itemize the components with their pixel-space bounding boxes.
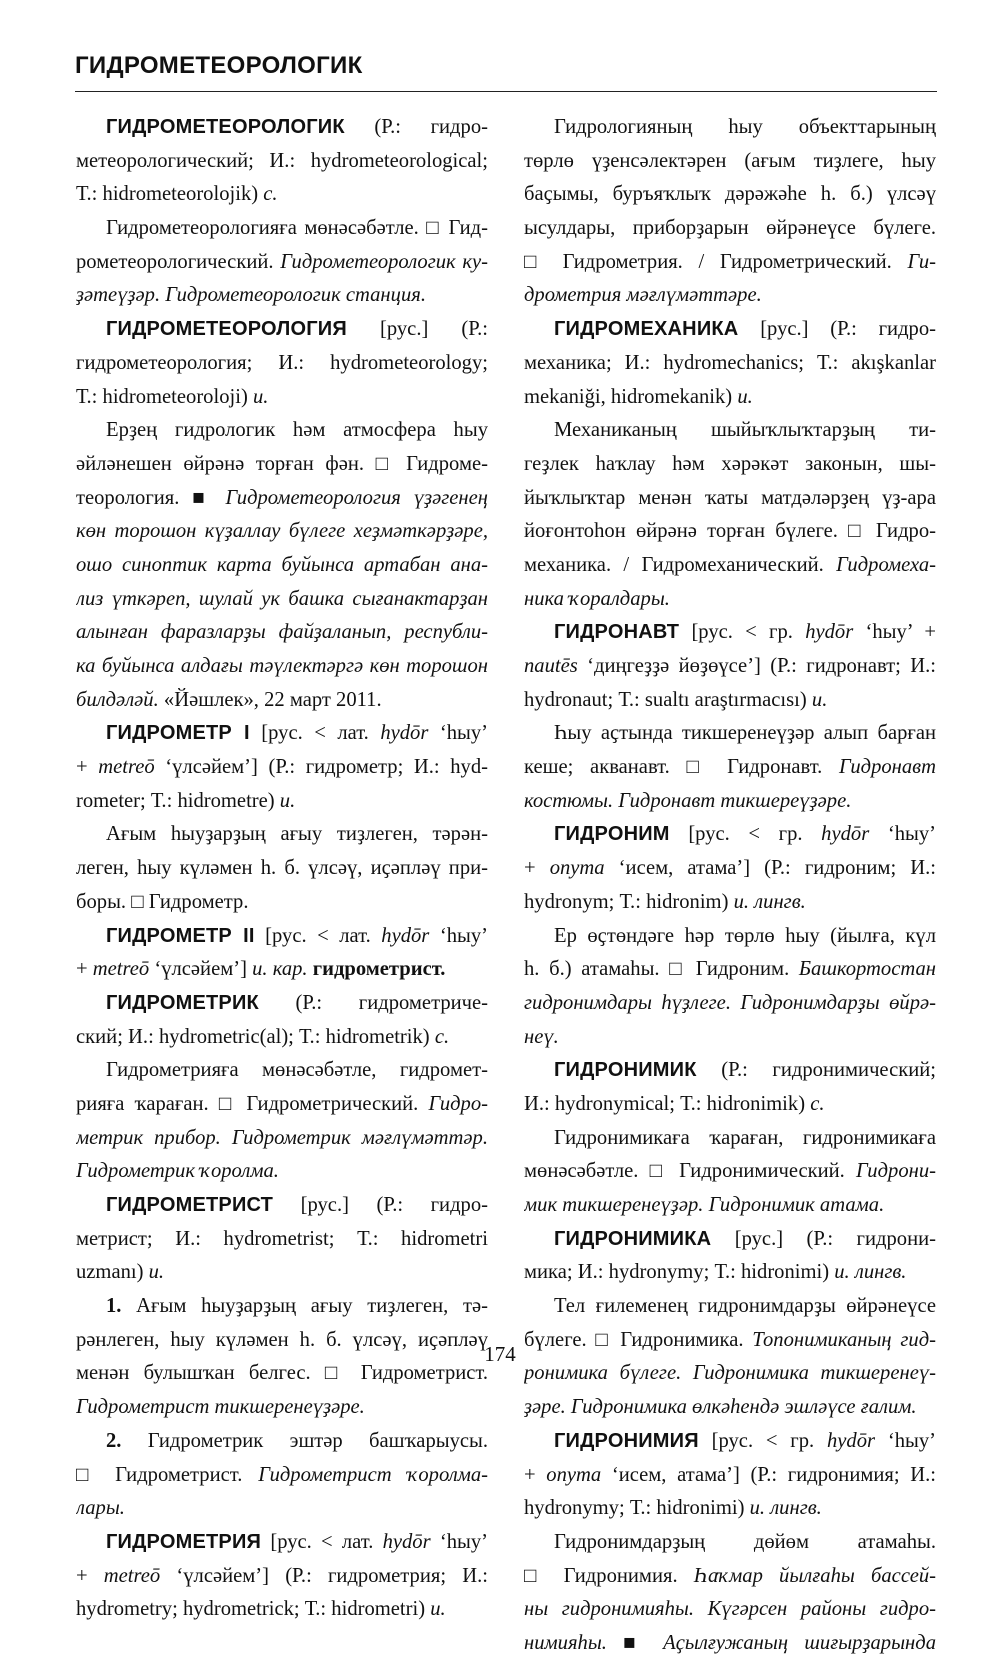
text-line: [524, 515, 936, 549]
text-line: [524, 1223, 936, 1257]
text-run: ‘үлсәйем’] (Р.: гидрометрия; И.:: [160, 1564, 488, 1587]
text-run: Ерҙең гидрологик һәм атмосфера һыу: [106, 419, 488, 442]
text-line: [76, 178, 488, 212]
text-run: лиз үткәреп, шулай ук башка сығанактарҙан: [76, 587, 488, 610]
text-run: Гидрометеорология үҙәгенең: [225, 486, 488, 509]
text-run: с.: [810, 1092, 825, 1115]
text-run: Гидрометрик эштәр башҡарыусы.: [121, 1429, 488, 1452]
headword: ГИДРОНИМИК: [554, 1059, 697, 1082]
text-run: Гидронавт: [839, 756, 936, 779]
text-run: [рус.] (Р.: гидро-: [738, 318, 936, 341]
text-line: [76, 650, 488, 684]
text-line: [524, 1593, 936, 1627]
text-run: Гидрони-: [855, 1160, 936, 1183]
text-run: (Р.: гидронимический;: [696, 1059, 936, 1082]
text-run: +: [524, 857, 550, 880]
text-line: [76, 1155, 488, 1189]
text-run: [рус. < лат.: [261, 1530, 383, 1553]
text-line: [76, 987, 488, 1021]
text-line: [524, 583, 936, 617]
text-run: Гидрометеорологик ку-: [280, 250, 488, 273]
text-line: [76, 279, 488, 313]
text-line: [524, 1155, 936, 1189]
text-line: [524, 279, 936, 313]
text-line: [524, 650, 936, 684]
text-run: [рус.] (Р.:: [346, 318, 488, 341]
text-run: [рус.] (Р.: гидро-: [273, 1194, 488, 1216]
text-run: Аҫылғужаның шиғырҙарында: [663, 1631, 936, 1654]
text-run: и.: [430, 1598, 446, 1621]
text-run: костюмы. Гидронавт тикшереүҙәре.: [524, 789, 852, 812]
text-run: ‘һыу’: [429, 924, 488, 947]
text-run: hydronaut; Т.: sualtı araştırmacısı): [524, 688, 812, 711]
text-run: әйләнешен өйрәнә торған фән. □ Гидроме-: [76, 452, 488, 475]
text-run: onyma: [546, 1463, 602, 1486]
text-run: алынған фаразларҙы файҙаланып, республи-: [76, 621, 488, 644]
text-line: [524, 1560, 936, 1594]
text-line: [76, 1560, 488, 1594]
text-run: hydōr: [827, 1429, 876, 1452]
text-line: [524, 1021, 936, 1055]
page-number: 174: [484, 1342, 516, 1366]
text-run: ошо синоптик карта буйынса артабан ана-: [76, 553, 488, 576]
text-run: гидрометрист.: [312, 958, 446, 981]
text-run: hydrometry; hydrometrick; Т.: hidrometri): [76, 1598, 431, 1621]
text-run: йыҡлыҡтар менән ҡаты матдәләрҙең үҙ-ара: [524, 486, 936, 509]
text-run: метеорологический; И.: hydrometeorological;: [76, 149, 488, 172]
text-line: [524, 448, 936, 482]
text-line: [524, 178, 936, 212]
text-run: hydronymy; Т.: hidronimi): [524, 1497, 750, 1520]
text-run: Т.: hidrometeoroloji): [76, 385, 253, 408]
text-line: [76, 852, 488, 886]
text-line: [524, 212, 936, 246]
text-run: боры. □ Гидрометр.: [76, 890, 249, 913]
text-line: [76, 616, 488, 650]
text-line: [524, 920, 936, 954]
text-line: [76, 886, 488, 920]
text-run: ‘һыу’: [430, 1530, 488, 1553]
text-line: [524, 482, 936, 516]
text-run: ский; И.: hydrometric(al); Т.: hidrometrik): [76, 1025, 435, 1048]
text-line: [76, 549, 488, 583]
text-run: ронимика бүлеге. Гидронимика тикшеренеү-: [524, 1362, 936, 1385]
text-run: □ Гидронимия.: [524, 1564, 694, 1587]
text-run: Тел ғилеменең гидронимдарҙы өйрәнеүсе: [554, 1295, 936, 1318]
text-run: Ги-: [907, 250, 936, 273]
text-run: с.: [434, 1025, 450, 1048]
text-run: ника ҡоралдары.: [524, 587, 670, 610]
text-line: [76, 920, 488, 954]
text-run: metreō: [92, 958, 150, 981]
text-run: mekaniği, hidromekanik): [524, 385, 738, 408]
text-line: [76, 684, 488, 718]
text-run: механика. / Гидромеханический.: [524, 553, 837, 576]
headword: ГИДРОНИМ: [554, 823, 670, 846]
text-run: гидрометеорология; И.: hydrometeorology;: [76, 351, 488, 374]
text-run: metreō: [103, 1564, 161, 1587]
text-run: теорология. ■: [76, 486, 226, 509]
text-run: Гидромеха-: [836, 553, 936, 576]
text-run: механика; И.: hydromechanics; Т.: akışkanlar: [524, 351, 936, 374]
text-run: ‘үлсәйем’] (Р.: гидрометр; И.: hyd-: [154, 756, 488, 779]
text-run: ‘һыу’: [875, 1429, 936, 1452]
text-line: [76, 1088, 488, 1122]
text-run: hydōr: [381, 924, 430, 947]
text-line: [524, 717, 936, 751]
text-line: [76, 448, 488, 482]
text-line: [76, 1290, 488, 1324]
headword: ГИДРОМЕТРИК: [106, 991, 259, 1014]
text-run: Гидрологияның һыу объекттарының: [554, 116, 936, 138]
headword: ГИДРОМЕТРИЯ: [106, 1530, 262, 1553]
text-line: [524, 1391, 936, 1425]
text-line: [76, 313, 488, 347]
text-run: Гидрометрияға мөнәсәбәтле, гидромет-: [106, 1059, 488, 1082]
text-run: uzmanı): [76, 1261, 149, 1284]
headword: ГИДРОНИМИКА: [554, 1227, 712, 1250]
text-run: и.: [279, 789, 296, 812]
headword: ГИДРОМЕТРИСТ: [106, 1194, 274, 1216]
text-run: [рус. < гр.: [698, 1429, 827, 1452]
text-run: ҙәтеүҙәр. Гидрометеорологик станция.: [76, 284, 426, 307]
text-run: лары.: [76, 1497, 125, 1520]
text-line: [524, 1088, 936, 1122]
text-run: и.: [811, 688, 828, 711]
text-run: +: [524, 1463, 547, 1486]
headword: ГИДРОНИМИЯ: [554, 1429, 699, 1452]
text-run: hydōr: [380, 722, 429, 745]
text-run: ‘исем, атама’] (Р.: гидроним; И.:: [604, 857, 936, 880]
text-line: [524, 1526, 936, 1560]
text-run: төрлө үҙенсәлектәрен (ағым тиҙлеге, һыу: [524, 149, 936, 172]
text-line: [524, 852, 936, 886]
text-run: «Йәшлек», 22 март 2011.: [158, 688, 382, 711]
text-line: [76, 818, 488, 852]
text-run: нимияһы.: [524, 1631, 607, 1654]
text-run: ка буйынса алдағы тәүлектәргә көн торошон: [76, 655, 488, 677]
text-run: +: [76, 958, 93, 981]
text-run: геҙлек һаҡлау һәм хәрәкәт законын, шы-: [524, 452, 936, 475]
text-line: [524, 785, 936, 819]
headword: ГИДРОНАВТ: [554, 621, 680, 644]
text-run: Гидрометрист тикшеренеүҙәре.: [76, 1396, 365, 1419]
text-run: (Р.: гидрометриче-: [258, 991, 488, 1014]
text-run: гидронимдары һүҙлеге. Гидронимдарҙы өйрә-: [524, 991, 936, 1014]
text-run: ■: [606, 1631, 664, 1654]
text-run: □ Гидрометрия. / Гидрометрический.: [524, 250, 908, 273]
text-run: и.: [148, 1261, 165, 1284]
text-line: [76, 1021, 488, 1055]
text-run: мик тикшеренеүҙәр. Гидронимик атама.: [524, 1194, 885, 1216]
text-run: и.: [252, 385, 269, 408]
text-run: ‘һыу’: [428, 722, 488, 745]
text-line: [76, 1593, 488, 1627]
text-run: ‘үлсәйем’]: [149, 958, 253, 981]
text-run: Гидронимдарҙың дөйөм атамаһы.: [554, 1530, 936, 1553]
text-line: [76, 111, 488, 145]
text-line: [76, 1459, 488, 1493]
text-line: [524, 1492, 936, 1526]
text-line: [76, 145, 488, 179]
text-run: леген, һыу күләмен һ. б. үлсәү, иҫәпләү при-: [76, 857, 488, 880]
headword: ГИДРОМЕХАНИКА: [554, 318, 739, 341]
text-run: Башкортостан: [798, 958, 936, 981]
text-run: ‘исем, атама’] (Р.: гидронимия; И.:: [601, 1463, 936, 1486]
text-run: hydronym; Т.: hidronim): [524, 890, 734, 913]
text-run: hydōr: [382, 1530, 431, 1553]
text-line: [524, 1256, 936, 1290]
text-run: ‘диңгеҙҙә йөҙөүсе’] (Р.: гидронавт; И.:: [577, 655, 936, 677]
text-line: [76, 381, 488, 415]
text-run: +: [76, 1564, 104, 1587]
text-run: [рус. < гр.: [679, 621, 806, 644]
text-run: менән булышҡан белгес. □ Гидрометрист.: [76, 1362, 488, 1385]
text-line: [524, 246, 936, 280]
text-line: [524, 313, 936, 347]
text-run: Гидрометрик ҡоролма.: [76, 1160, 279, 1183]
text-run: билдәләй.: [76, 688, 159, 711]
text-run: Топонимиканың гид-: [752, 1328, 936, 1351]
text-run: бүлеге. □ Гидронимика.: [524, 1328, 753, 1351]
text-line: [76, 246, 488, 280]
text-line: [76, 717, 488, 751]
headword: ГИДРОМЕТЕОРОЛОГИК: [106, 116, 345, 138]
text-line: [524, 818, 936, 852]
text-line: [524, 549, 936, 583]
text-line: [524, 1627, 936, 1661]
header-rule: [75, 91, 937, 92]
text-line: [524, 1459, 936, 1493]
text-line: [76, 1526, 488, 1560]
text-line: [524, 953, 936, 987]
text-line: [524, 684, 936, 718]
text-run: и. лингв.: [749, 1497, 822, 1520]
text-run: Гидро-: [428, 1092, 488, 1115]
text-run: ны гидронимияһы. Күгәрсен районы гидро-: [524, 1598, 936, 1621]
text-run: [рус. < лат.: [249, 722, 381, 745]
text-line: [524, 616, 936, 650]
text-run: 2.: [106, 1429, 122, 1452]
text-run: мика; И.: hydronymy; Т.: hidronimi): [524, 1261, 835, 1284]
text-line: [76, 1189, 488, 1223]
text-run: hydōr: [821, 823, 870, 846]
text-line: [524, 145, 936, 179]
text-line: [76, 482, 488, 516]
text-run: баҫымы, буръяҡлыҡ дәрәжәһе һ. б.) үлсәү: [524, 183, 936, 206]
text-run: дрометрия мәғлүмәттәре.: [524, 284, 762, 307]
text-run: [рус. < лат.: [254, 924, 382, 947]
text-run: nautēs: [524, 655, 578, 677]
text-run: Һаҡмар йылғаһы бассей-: [693, 1564, 936, 1587]
text-line: [524, 347, 936, 381]
text-line: [76, 515, 488, 549]
text-run: неү.: [524, 1025, 559, 1048]
text-run: ҙәре. Гидронимика өлкәһендә эшләүсе ғалим.: [524, 1396, 917, 1419]
text-run: рометеорологический.: [76, 250, 281, 273]
text-line: [76, 785, 488, 819]
text-line: [524, 1189, 936, 1223]
text-run: метрист; И.: hydrometrist; Т.: hidrometri: [76, 1227, 488, 1250]
column-left: [76, 111, 488, 1627]
text-run: metreō: [98, 756, 155, 779]
text-run: 1.: [106, 1295, 122, 1318]
text-run: с.: [263, 183, 278, 206]
text-run: Ағым һыуҙарҙың ағыу тиҙлеген, тә-: [121, 1295, 488, 1318]
text-run: метрик прибор. Гидрометрик мәғлүмәттәр.: [76, 1126, 488, 1149]
text-line: [524, 1054, 936, 1088]
text-run: Гидрометеорологияға мөнәсәбәтле. □ Гид-: [106, 217, 488, 240]
text-line: [76, 1391, 488, 1425]
text-line: [76, 414, 488, 448]
text-run: рәнлеген, һыу күләмен һ. б. үлсәү, иҫәпләү: [76, 1328, 488, 1351]
headword: ГИДРОМЕТЕОРОЛОГИЯ: [106, 318, 347, 341]
text-run: рияға ҡараған. □ Гидрометрический.: [76, 1092, 429, 1115]
text-run: ысулдары, приборҙарын өйрәнеүсе бүлеге.: [524, 217, 936, 240]
text-run: Һыу аҫтында тикшеренеүҙәр алып барған: [554, 722, 936, 745]
text-line: [524, 987, 936, 1021]
text-run: ‘һыу’: [869, 823, 936, 846]
text-line: [524, 111, 936, 145]
text-run: көн торошон күҙаллау бүлеге хеҙмәткәрҙәре,: [76, 520, 488, 543]
text-line: [524, 414, 936, 448]
text-line: [524, 751, 936, 785]
text-run: □ Гидрометрист.: [76, 1463, 259, 1486]
text-run: кеше; акванавт. □ Гидронавт.: [524, 756, 840, 779]
text-run: Механиканың шыйыҡлыҡтарҙың ти-: [554, 419, 936, 442]
text-run: [рус. < гр.: [669, 823, 822, 846]
text-run: +: [76, 756, 99, 779]
text-line: [76, 212, 488, 246]
text-run: [рус.] (Р.: гидрони-: [711, 1227, 936, 1250]
text-run: Т.: hidrometeorolojik): [76, 183, 264, 206]
text-line: [524, 1290, 936, 1324]
headword: ГИДРОМЕТР II: [106, 924, 255, 947]
text-line: [76, 347, 488, 381]
headword: ГИДРОМЕТР I: [106, 722, 250, 745]
text-run: rometer; Т.: hidrometre): [76, 789, 280, 812]
text-run: (Р.: гидро-: [344, 116, 488, 138]
text-line: [76, 1122, 488, 1156]
text-line: [76, 1054, 488, 1088]
text-run: Ер өҫтөндәге һәр төрлө һыу (йылға, күл: [554, 924, 936, 947]
text-line: [76, 1223, 488, 1257]
text-run: и.: [737, 385, 753, 408]
column-right: [524, 111, 936, 1661]
text-line: [76, 1256, 488, 1290]
text-run: и. кар.: [252, 958, 308, 981]
running-head: ГИДРОМЕТЕОРОЛОГИК: [75, 52, 363, 79]
text-line: [76, 1492, 488, 1526]
text-run: йоғонтоһон өйрәнә торған бүлеге. □ Гидро-: [524, 520, 936, 543]
text-run: ‘һыу’ +: [853, 621, 936, 644]
text-run: һ. б.) атамаһы. □ Гидроним.: [524, 958, 799, 981]
text-line: [524, 886, 936, 920]
text-line: [524, 1122, 936, 1156]
text-run: и. лингв.: [733, 890, 806, 913]
text-run: hydōr: [805, 621, 854, 644]
text-run: onyma: [549, 857, 605, 880]
text-line: [76, 953, 488, 987]
text-run: Ағым һыуҙарҙың ағыу тиҙлеген, тәрән-: [106, 823, 488, 846]
text-run: Гидрометрист ҡоролма-: [258, 1463, 488, 1486]
text-run: мөнәсәбәтле. □ Гидронимический.: [524, 1160, 856, 1183]
text-run: И.: hydronymical; Т.: hidronimik): [524, 1092, 811, 1115]
text-line: [524, 381, 936, 415]
text-run: и. лингв.: [834, 1261, 907, 1284]
text-line: [76, 583, 488, 617]
text-line: [76, 751, 488, 785]
text-run: Гидронимикаға ҡараған, гидронимикаға: [554, 1126, 936, 1149]
